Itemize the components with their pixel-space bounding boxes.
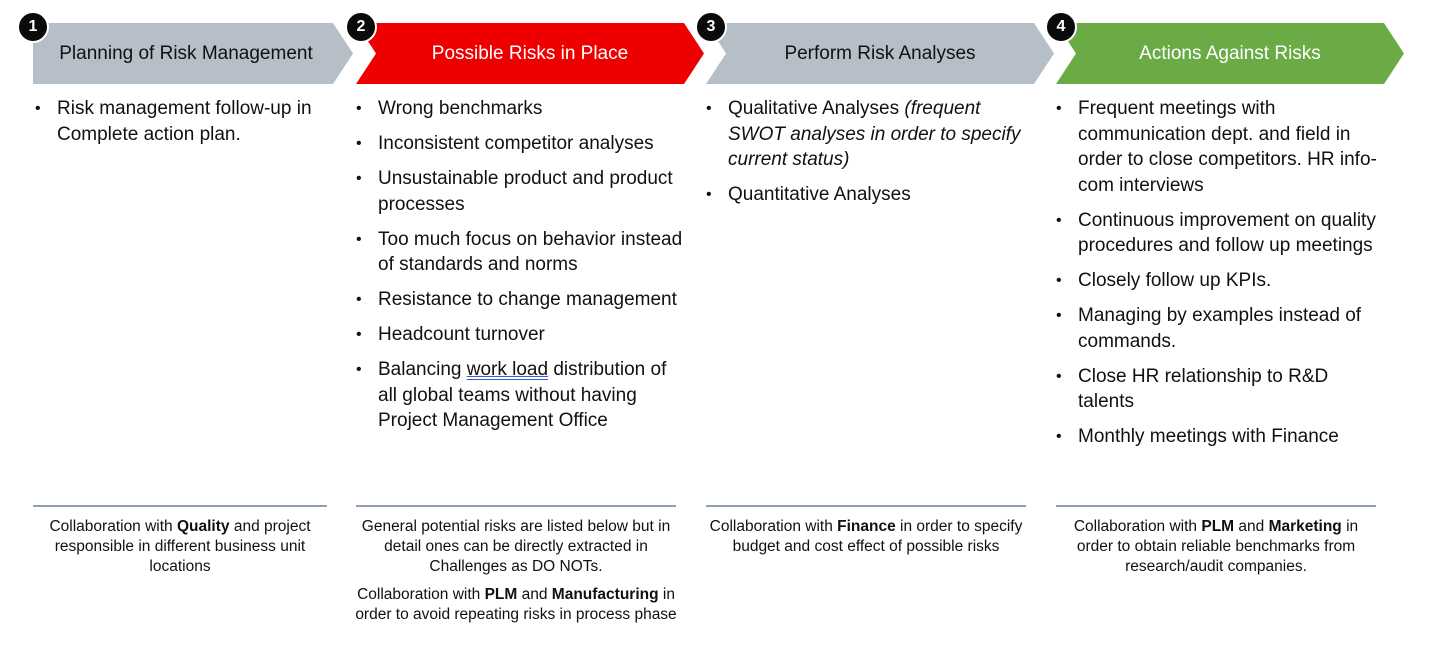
- collaboration-note: Collaboration with Quality and project responsible in different business unit locations: [49, 518, 311, 575]
- bullet-item: • Continuous improvement on quality procedures and follow up meetings: [1056, 208, 1386, 259]
- bullet-item: • Closely follow up KPIs.: [1056, 268, 1386, 294]
- bullet-item: • Headcount turnover: [356, 322, 686, 348]
- divider: [1056, 505, 1376, 507]
- bullet-item: • Balancing work load distribution of all global teams without having Project Management Office: [356, 357, 686, 434]
- bullet-item: • Unsustainable product and product processes: [356, 166, 686, 217]
- bullet-item: • Wrong benchmarks: [356, 96, 686, 122]
- collaboration-note: Collaboration with PLM and Marketing in order to obtain reliable benchmarks from research/audit companies.: [1073, 518, 1359, 575]
- stage-bullet-list: [356, 96, 686, 443]
- divider: [706, 505, 1026, 507]
- bullet-item: • Managing by examples instead of commands.: [1056, 303, 1386, 354]
- stage-title: Planning of Risk Management: [59, 42, 313, 64]
- stage-title: Perform Risk Analyses: [784, 42, 976, 64]
- bullet-item: • Qualitative Analyses (frequent SWOT analyses in order to specify current status): [706, 96, 1036, 173]
- bullet-item: • Resistance to change management: [356, 287, 686, 313]
- bullet-item: • Frequent meetings with communication dept. and field in order to close competitors. HR info-com interviews: [1056, 96, 1386, 198]
- bullet-item: • Risk management follow-up in Complete action plan.: [35, 96, 335, 147]
- divider: [33, 505, 327, 507]
- bullet-item: • Too much focus on behavior instead of standards and norms: [356, 227, 686, 278]
- stage-chevron: [356, 23, 704, 84]
- collaboration-note: Collaboration with Finance in order to specify budget and cost effect of possible risks: [709, 518, 1023, 555]
- stage-title: Actions Against Risks: [1139, 42, 1321, 64]
- collaboration-note: General potential risks are listed below but in detail ones can be directly extracted in Challenges as DO NOTs. Collaboration with PLM and Manufacturing in order to avoid repeating risks in process phase: [355, 518, 677, 623]
- stage-bullet-list: [1056, 96, 1386, 459]
- step-number-badge: 2: [345, 11, 377, 43]
- stage-chevron: [33, 23, 353, 84]
- bullet-item: • Close HR relationship to R&D talents: [1056, 364, 1386, 415]
- divider: [356, 505, 676, 507]
- bullet-item: • Monthly meetings with Finance: [1056, 424, 1386, 450]
- stage-chevron: [706, 23, 1054, 84]
- bullet-item: • Quantitative Analyses: [706, 182, 1036, 208]
- bullet-item: • Inconsistent competitor analyses: [356, 131, 686, 157]
- stage-bullet-list: [706, 96, 1036, 217]
- step-number-badge: 1: [17, 11, 49, 43]
- stage-bullet-list: [35, 96, 335, 157]
- stage-chevron: [1056, 23, 1404, 84]
- step-number-badge: 4: [1045, 11, 1077, 43]
- step-number-badge: 3: [695, 11, 727, 43]
- stage-title: Possible Risks in Place: [431, 42, 629, 64]
